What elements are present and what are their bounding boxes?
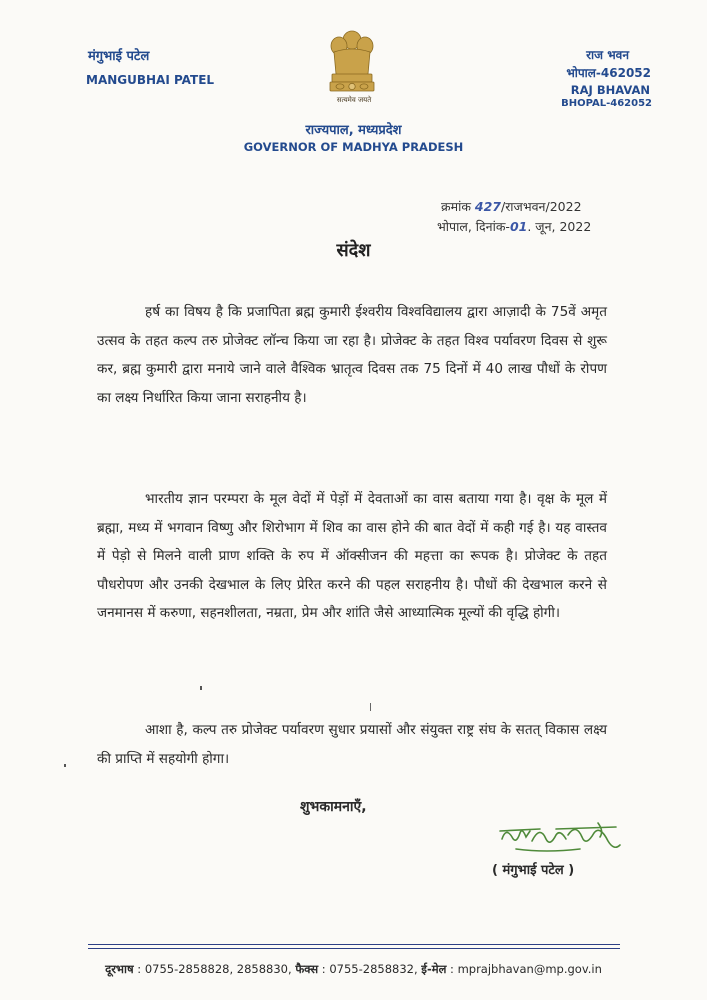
phone-label: दूरभाष: [105, 962, 134, 976]
signatory-name: ( मंगुभाई पटेल ): [492, 863, 575, 878]
footer-divider: [88, 948, 620, 949]
sender-name-english: MANGUBHAI PATEL: [86, 73, 215, 87]
sender-name-hindi: मंगुभाई पटेल: [88, 49, 150, 64]
handwritten-signature: [496, 817, 626, 865]
body-paragraph-1: हर्ष का विषय है कि प्रजापिता ब्रह्म कुमारी ईश्वरीय विश्वविद्यालय द्वारा आज़ादी के 75वें अमृत उत्सव के तहत कल्प तरु प्रोजेक्ट लॉन्च किया जा रहा है। प्रोजेक्ट के तहत विश्व पर्यावरण दिवस से शुरू कर, ब्रह्म कुमारी द्वारा मनाये जाने वाले वैश्विक भ्रातृत्व दिवस तक 75 दिनों में 40 लाख पौधों के रोपण का लक्ष्य निर्धारित किया जाना सराहनीय है।: [97, 304, 607, 406]
email-label: ई-मेल: [421, 962, 447, 976]
stray-mark: [370, 703, 371, 711]
reference-prefix: क्रमांक: [441, 199, 475, 214]
emblem-motto: सत्यमेव जयते: [336, 96, 372, 104]
footer-divider: [88, 944, 620, 945]
fax-number: 0755-2858832: [329, 962, 414, 976]
address-hindi-line2: भोपाल-462052: [566, 66, 651, 80]
letter-date: [437, 218, 591, 235]
date-handwritten: 01: [509, 219, 528, 234]
message-title: संदेश: [336, 240, 371, 261]
reference-number-handwritten: 427: [474, 199, 501, 214]
body-paragraph-3: आशा है, कल्प तरु प्रोजेक्ट पर्यावरण सुधार प्रयासों और संयुक्त राष्ट्र संघ के सतत् विकास लक्ष्य की प्राप्ति में सहयोगी होगा।: [97, 722, 607, 767]
address-english-line1: RAJ BHAVAN: [570, 83, 650, 97]
address-hindi-line1: राज भवन: [586, 48, 629, 62]
stray-mark: [200, 686, 202, 690]
office-title-hindi: राज्यपाल, मध्यप्रदेश: [305, 123, 402, 138]
date-prefix: भोपाल, दिनांक-: [437, 219, 510, 234]
reference-number: [441, 198, 582, 215]
date-suffix: . जून, 2022: [527, 219, 592, 234]
closing-regards: शुभकामनाएँ,: [300, 799, 367, 815]
phone-numbers: 0755-2858828, 2858830: [144, 962, 288, 976]
stray-mark: [64, 764, 66, 767]
email-address: mprajbhavan@mp.gov.in: [457, 962, 602, 976]
reference-suffix: /राजभवन/2022: [500, 199, 582, 214]
fax-label: फैक्स: [295, 962, 319, 976]
footer-contact: दूरभाष : 0755-2858828, 2858830, फैक्स : 0755-2858832, ई-मेल : mprajbhavan@mp.gov.in: [105, 962, 602, 976]
office-title-english: GOVERNOR OF MADHYA PRADESH: [243, 140, 464, 154]
address-english-line2: BHOPAL-462052: [561, 98, 652, 109]
body-paragraph-2: भारतीय ज्ञान परम्परा के मूल वेदों में पेड़ों में देवताओं का वास बताया गया है। वृक्ष के मूल में ब्रह्मा, मध्य में भगवान विष्णु और शिरोभाग में शिव का वास होने की बात वेदों में कही गई है। यह वास्तव में पेड़ो से मिलने वाली प्राण शक्ति के रुप में ऑक्सीजन की महत्ता का रूपक है। प्रोजेक्ट के तहत पौधरोपण और उनकी देखभाल के लिए प्रेरित करने की पहल सराहनीय है। पौधों की देखभाल करने से जनमानस में करुणा, सहनशीलता, नम्रता, प्रेम और शांति जैसे आध्यात्मिक मूल्यों की वृद्धि होगी।: [97, 491, 607, 621]
